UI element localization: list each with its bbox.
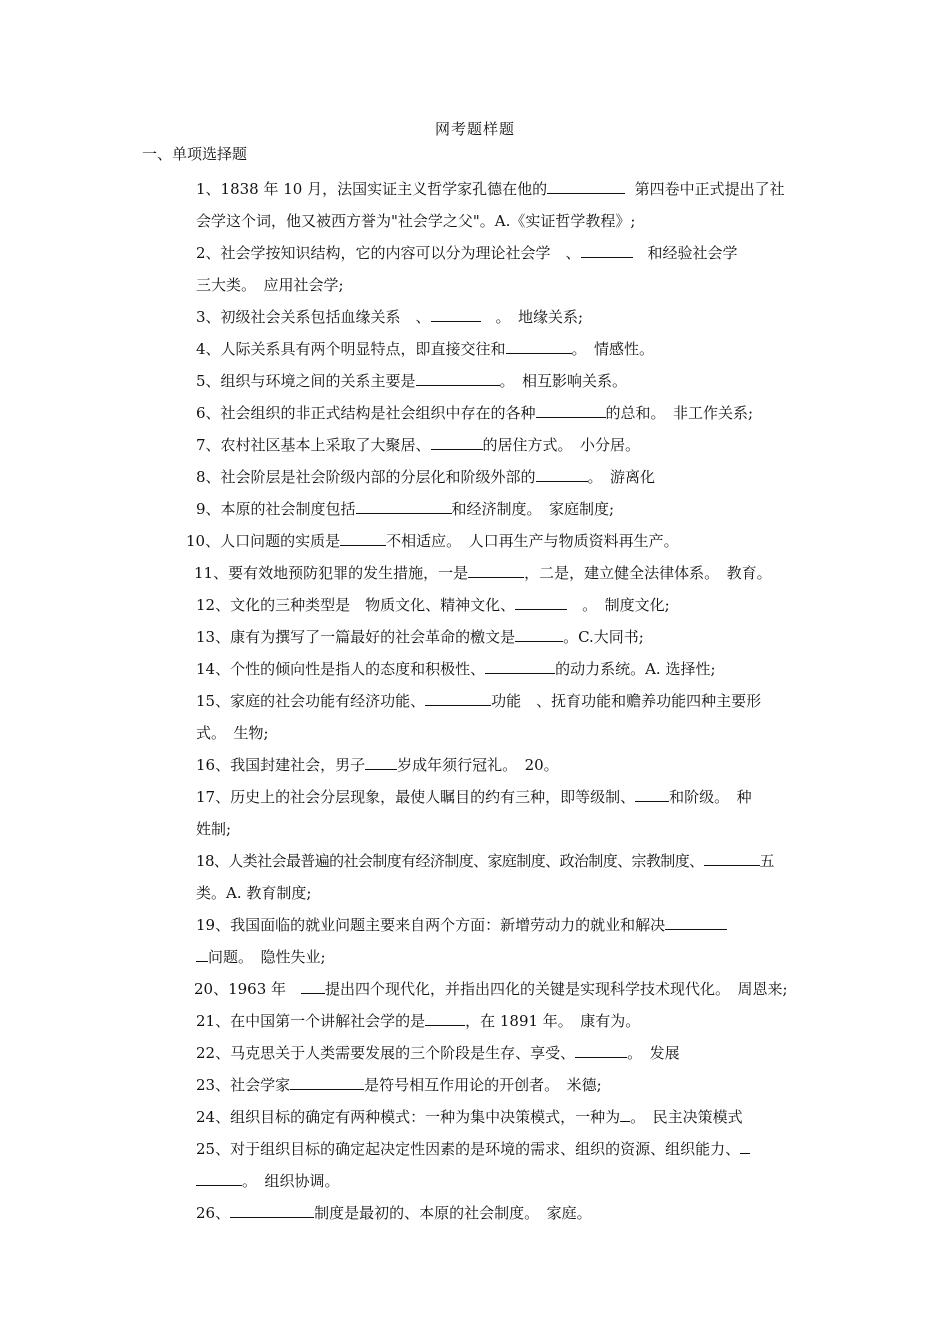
question-23: 23、社会学家 是符号相互作用论的开创者。 米德; (196, 1069, 846, 1101)
question-8: 8、社会阶层是社会阶级内部的分层化和阶级外部的 。 游离化 (196, 461, 846, 493)
answer-blank (620, 1103, 630, 1122)
answer-blank (356, 495, 452, 514)
answer-blank (431, 431, 483, 450)
answer-blank (665, 911, 727, 930)
question-22: 22、马克思关于人类需要发展的三个阶段是生存、享受、 。 发展 (196, 1037, 846, 1069)
question-12: 12、文化的三种类型是 物质文化、精神文化、 。 制度文化; (196, 589, 846, 621)
answer-blank (581, 239, 633, 258)
question-17-cont: 姓制; (196, 820, 232, 838)
question-25-cont: 。 组织协调。 (196, 1165, 846, 1197)
question-1-cont: 会学这个词，他又被西方誉为"社会学之父"。A.《实证哲学教程》; (196, 212, 636, 230)
question-3: 3、初级社会关系包括血缘关系 、 。 地缘关系; (196, 301, 846, 333)
answer-blank (196, 1167, 242, 1186)
question-15-cont: 式。 生物; (196, 724, 269, 742)
answer-blank (536, 463, 588, 482)
answer-blank (431, 303, 481, 322)
answer-blank (290, 1071, 364, 1090)
answer-blank (301, 975, 325, 994)
question-25: 25、对于组织目标的确定起决定性因素的是环境的需求、组织的资源、组织能力、 (196, 1133, 846, 1165)
answer-blank (704, 847, 760, 866)
question-14: 14、个性的倾向性是指人的态度和积极性、 的动力系统。A. 选择性; (196, 653, 846, 685)
answer-blank (365, 751, 397, 770)
answer-blank (196, 943, 208, 962)
question-18: 18、人类社会最普遍的社会制度有经济制度、家庭制度、政治制度、宗教制度、 五 (196, 845, 846, 877)
answer-blank (425, 1007, 465, 1026)
question-19: 19、我国面临的就业问题主要来自两个方面：新增劳动力的就业和解决 (196, 909, 846, 941)
question-16: 16、我国封建社会，男子 岁成年须行冠礼。 20。 (196, 749, 846, 781)
question-list (186, 173, 846, 1229)
section-heading: 一、单项选择题 (142, 145, 248, 163)
answer-blank (485, 655, 555, 674)
question-4: 4、人际关系具有两个明显特点，即直接交往和 。 情感性。 (196, 333, 846, 365)
answer-blank (416, 367, 500, 386)
answer-blank (230, 1199, 314, 1218)
question-26: 26、 制度是最初的、本原的社会制度。 家庭。 (196, 1197, 846, 1229)
answer-blank (740, 1135, 750, 1154)
question-24: 24、组织目标的确定有两种模式：一种为集中决策模式，一种为 。 民主决策模式 (196, 1101, 846, 1133)
answer-blank (506, 335, 572, 354)
answer-blank (547, 175, 625, 194)
question-5: 5、组织与环境之间的关系主要是 。 相互影响关系。 (196, 365, 846, 397)
question-9: 9、本原的社会制度包括 和经济制度。 家庭制度; (196, 493, 846, 525)
answer-blank (575, 1039, 627, 1058)
question-10: 10、人口问题的实质是 不相适应。 人口再生产与物质资料再生产。 (186, 525, 846, 557)
question-7: 7、农村社区基本上采取了大聚居、 的居住方式。 小分居。 (196, 429, 846, 461)
question-1: 1、1838 年 10 月，法国实证主义哲学家孔德在他的 第四卷中正式提出了社 (196, 173, 846, 205)
question-17: 17、历史上的社会分层现象，最使人瞩目的约有三种，即等级制、 和阶级。 种 (196, 781, 846, 813)
answer-blank (515, 623, 563, 642)
answer-blank (536, 399, 606, 418)
question-19-cont: 问题。 隐性失业; (196, 941, 846, 973)
question-15: 15、家庭的社会功能有经济功能、 功能 、抚育功能和赡养功能四种主要形 (196, 685, 846, 717)
answer-blank (425, 687, 491, 706)
question-2-cont: 三大类。 应用社会学; (196, 276, 344, 294)
answer-blank (635, 783, 669, 802)
question-2: 2、社会学按知识结构，它的内容可以分为理论社会学 、 和经验社会学 (196, 237, 846, 269)
question-13: 13、康有为撰写了一篇最好的社会革命的檄文是 。C.大同书; (196, 621, 846, 653)
answer-blank (515, 591, 567, 610)
question-11: 11、要有效地预防犯罪的发生措施，一是 ，二是，建立健全法律体系。 教育。 (194, 557, 846, 589)
answer-blank (340, 527, 386, 546)
question-21: 21、在中国第一个讲解社会学的是 ，在 1891 年。 康有为。 (196, 1005, 846, 1037)
page-title: 网考题样题 (434, 120, 515, 138)
question-6: 6、社会组织的非正式结构是社会组织中存在的各种 的总和。 非工作关系; (196, 397, 846, 429)
question-18-cont: 类。A. 教育制度; (196, 884, 312, 902)
answer-blank (468, 559, 524, 578)
question-20: 20、1963 年 提出四个现代化，并指出四化的关键是实现科学技术现代化。 周恩来; (194, 973, 846, 1005)
